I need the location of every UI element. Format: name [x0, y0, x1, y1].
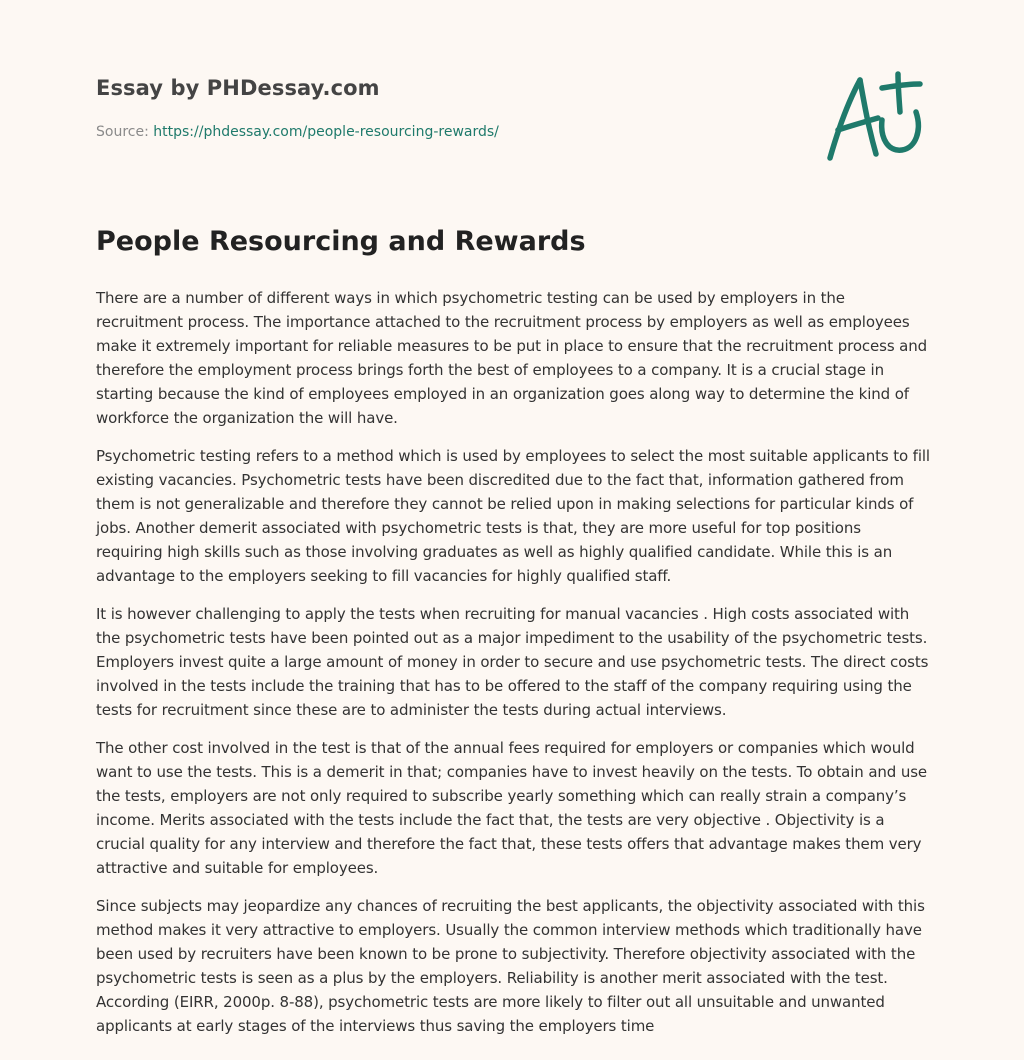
brand-title: Essay by PHDessay.com — [96, 76, 380, 100]
paragraph: There are a number of different ways in which psychometric testing can be used by employers in the recruitment process. The importance attached to the recruitment process by employers as well as employees make it extremely important for reliable measures to be put in place to ensure that the recruitment process and therefore the employment process brings forth the best of employees to a company. It is a crucial stage in starting because the kind of employees employed in an organization goes along way to determine the kind of workforce the organization the will have. — [96, 289, 928, 427]
paragraph: The other cost involved in the test is that of the annual fees required for employers or companies which would want to use the tests. This is a demerit in that; companies have to invest heavily on the tests. To obtain and use the tests, employers are not only required to subscribe yearly something which can really strain a company’s income. Merits associated with the tests include the fact that, the tests are very objective . Objectivity is a crucial quality for any interview and therefore the fact that, these tests offers that advantage makes them very attractive and suitable for employees. — [96, 739, 928, 877]
paragraph: It is however challenging to apply the tests when recruiting for manual vacancies . High costs associated with the psychometric tests have been pointed out as a major impediment to the usability of the psychometric tests. Employers invest quite a large amount of money in order to secure and use psychometric tests. The direct costs involved in the tests include the training that has to be offered to the staff of the company requiring using the tests for recruitment since these are to administer the tests during actual interviews. — [96, 605, 929, 719]
article-content — [96, 286, 930, 1052]
source-label: Source: — [96, 124, 154, 140]
a-plus-logo-icon — [820, 68, 930, 164]
source-link[interactable]: https://phdessay.com/people-resourcing-rewards/ — [153, 124, 499, 140]
page-title: People Resourcing and Rewards — [96, 226, 586, 257]
paragraph: Psychometric testing refers to a method which is used by employees to select the most suitable applicants to fill existing vacancies. Psychometric tests have been discredited due to the fact that, information gathered from them is not generalizable and therefore they cannot be relied upon in making selections for particular kinds of jobs. Another demerit associated with psychometric tests is that, they are more useful for top positions requiring high skills such as those involving graduates as well as highly qualified candidate. While this is an advantage to the employers seeking to fill vacancies for highly qualified staff. — [96, 447, 930, 585]
paragraph: Since subjects may jeopardize any chances of recruiting the best applicants, the objectivity associated with this method makes it very attractive to employers. Usually the common interview methods which traditionally have been used by recruiters have been known to be prone to subjectivity. Therefore objectivity associated with the psychometric tests is seen as a plus by the employers. Reliability is another merit associated with the test. According (EIRR, 2000p. 8-88), psychometric tests are more likely to filter out all unsuitable and unwanted applicants at early stages of the interviews thus saving the employers time — [96, 897, 925, 1035]
source-line — [96, 124, 499, 140]
